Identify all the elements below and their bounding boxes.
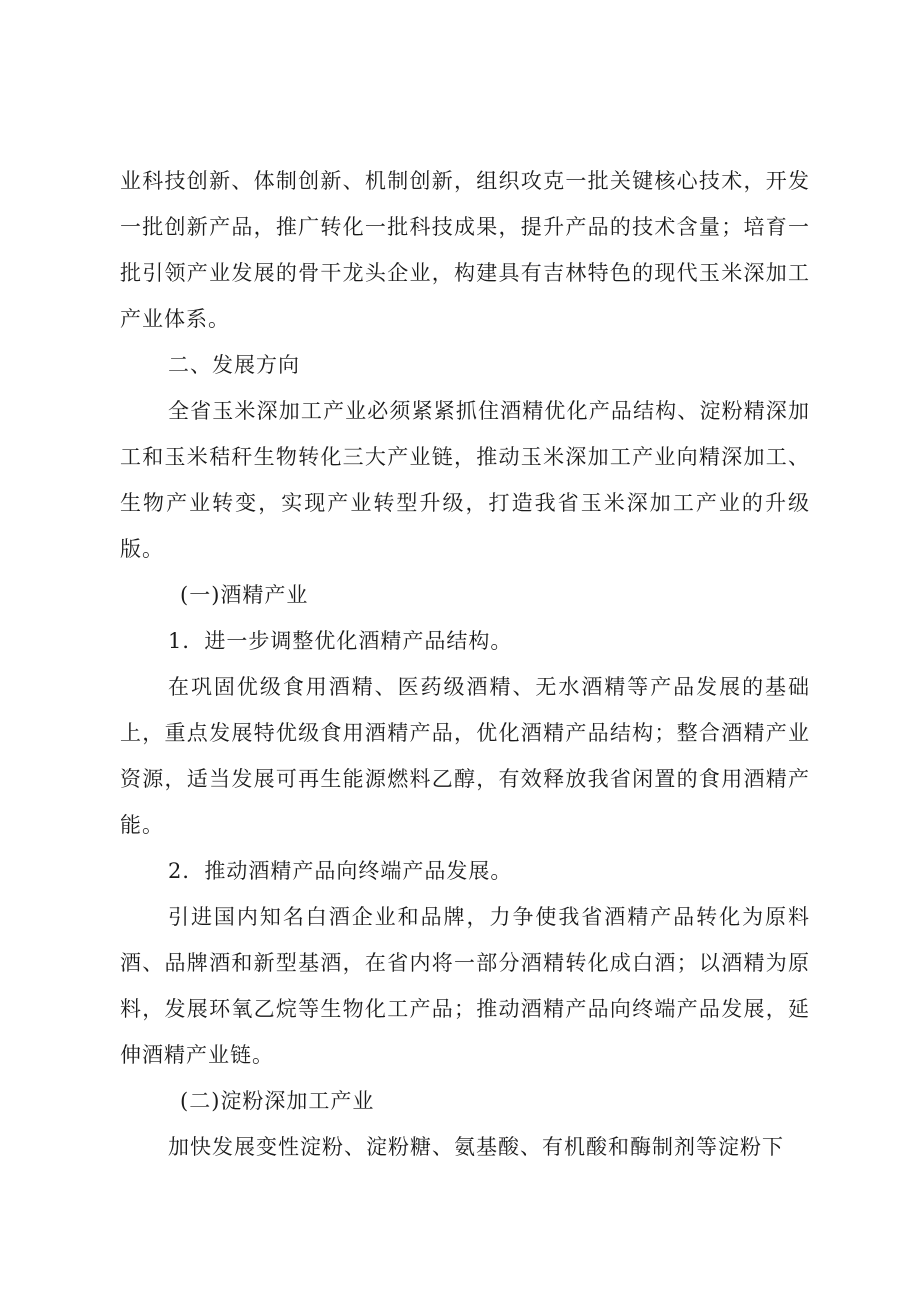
paragraph-development-direction: 全省玉米深加工产业必须紧紧抓住酒精优化产品结构、淀粉精深加工和玉米秸秆生物转化三大产业链，推动玉米深加工产业向精深加工、生物产业转变，实现产业转型升级，打造我省玉米深加工产业的升级版。 <box>120 399 810 561</box>
document-page <box>120 158 810 1170</box>
item-heading-terminal-products: 2．推动酒精产品向终端产品发展。 <box>168 859 513 883</box>
subsection-heading-alcohol-industry: (一)酒精产业 <box>180 583 309 607</box>
paragraph-terminal-products: 引进国内知名白酒企业和品牌，力争使我省酒精产品转化为原料酒、品牌酒和新型基酒，在省内将一部分酒精转化成白酒；以酒精为原料，发展环氧乙烷等生物化工产品；推动酒精产品向终端产品发展，延伸酒精产业链。 <box>120 905 810 1067</box>
subsection-heading-starch-industry: (二)淀粉深加工产业 <box>180 1089 375 1113</box>
paragraph-adjust-structure: 在巩固优级食用酒精、医药级酒精、无水酒精等产品发展的基础上，重点发展特优级食用酒精产品，优化酒精产品结构；整合酒精产业资源，适当发展可再生能源燃料乙醇，有效释放我省闲置的食用酒精产能。 <box>120 675 810 837</box>
item-heading-adjust-structure: 1．进一步调整优化酒精产品结构。 <box>168 629 513 653</box>
section-heading-development-direction: 二、发展方向 <box>168 353 300 377</box>
paragraph-core-tech: 业科技创新、体制创新、机制创新，组织攻克一批关键核心技术，开发一批创新产品，推广转化一批科技成果，提升产品的技术含量；培育一批引领产业发展的骨干龙头企业，构建具有吉林特色的现代玉米深加工产业体系。 <box>120 169 810 331</box>
paragraph-starch-industry: 加快发展变性淀粉、淀粉糖、氨基酸、有机酸和酶制剂等淀粉下 <box>168 1135 784 1159</box>
